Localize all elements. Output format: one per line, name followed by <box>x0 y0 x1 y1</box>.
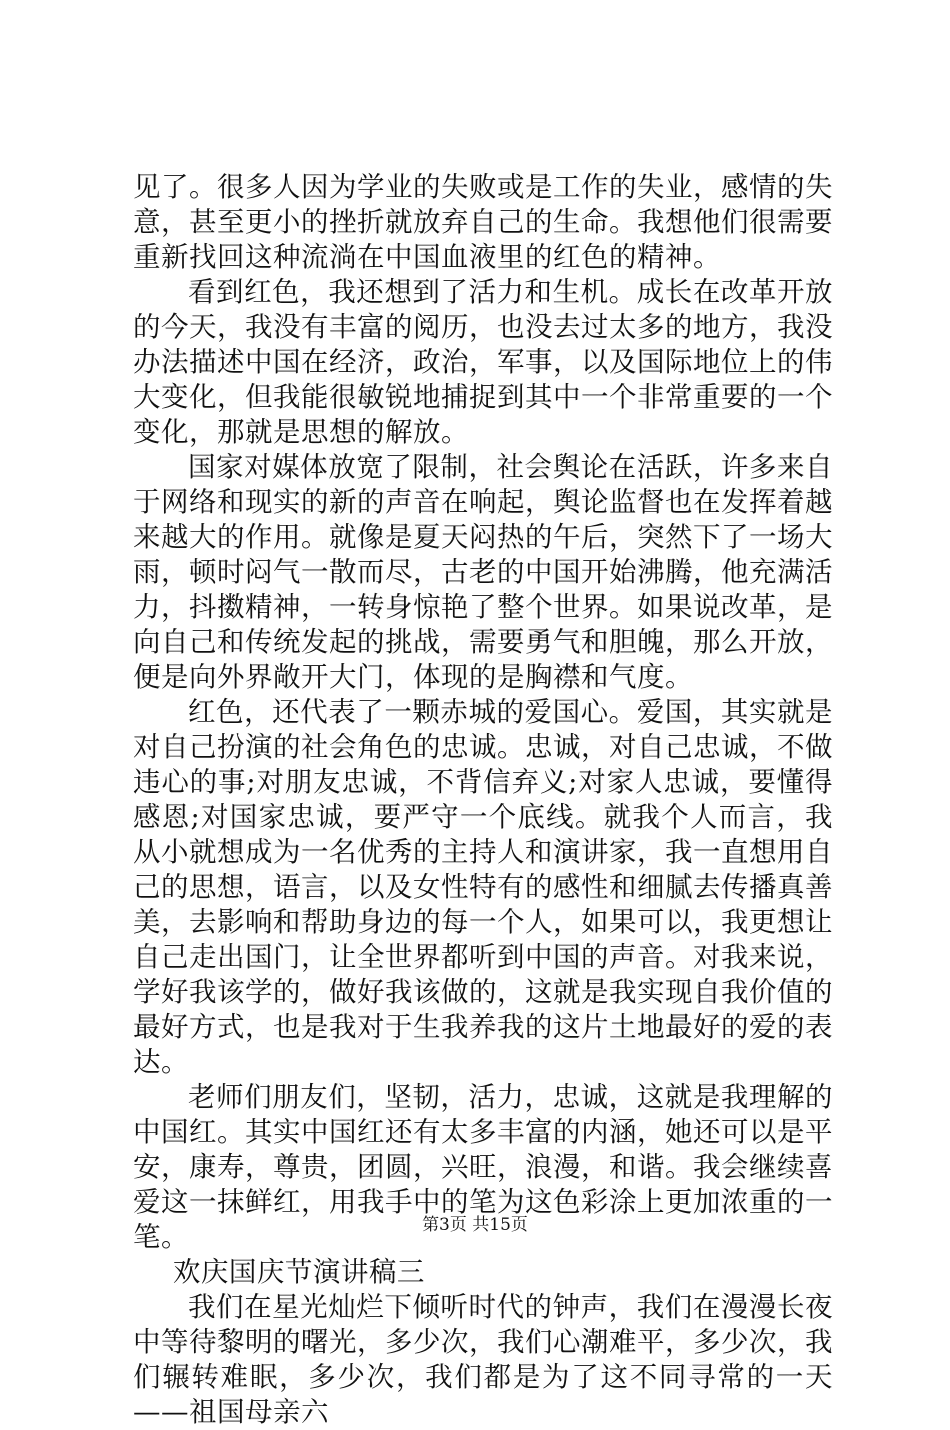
paragraph-3: 国家对媒体放宽了限制，社会舆论在活跃，许多来自于网络和现实的新的声音在响起，舆论监督也在发挥着越来越大的作用。就像是夏天闷热的午后，突然下了一场大雨，顿时闷气一散而尽，古老的中国开始沸腾，他充满活力，抖擞精神，一转身惊艳了整个世界。如果说改革，是向自己和传统发起的挑战，需要勇气和胆魄，那么开放，便是向外界敞开大门，体现的是胸襟和气度。 <box>133 451 833 693</box>
paragraph-6: 我们在星光灿烂下倾听时代的钟声，我们在漫漫长夜中等待黎明的曙光，多少次，我们心潮难平，多少次，我们辗转难眠，多少次，我们都是为了这不同寻常的一天——祖国母亲六 <box>133 1291 833 1428</box>
paragraph-1: 见了。很多人因为学业的失败或是工作的失业，感情的失意，甚至更小的挫折就放弃自己的生命。我想他们很需要重新找回这种流淌在中国血液里的红色的精神。 <box>133 171 833 273</box>
paragraph-4: 红色，还代表了一颗赤城的爱国心。爱国，其实就是对自己扮演的社会角色的忠诚。忠诚，对自己忠诚，不做违心的事;对朋友忠诚，不背信弃义;对家人忠诚，要懂得感恩;对国家忠诚，要严守一个底线。就我个人而言，我从小就想成为一名优秀的主持人和演讲家，我一直想用自己的思想，语言，以及女性特有的感性和细腻去传播真善美，去影响和帮助身边的每一个人，如果可以，我更想让自己走出国门，让全世界都听到中国的声音。对我来说，学好我该学的，做好我该做的，这就是我实现自我价值的最好方式，也是我对于生我养我的这片土地最好的爱的表达。 <box>133 696 833 1078</box>
section-heading: 欢庆国庆节演讲稿三 <box>172 1256 425 1288</box>
paragraph-5: 老师们朋友们，坚韧，活力，忠诚，这就是我理解的中国红。其实中国红还有太多丰富的内涵，她还可以是平安，康寿，尊贵，团圆，兴旺，浪漫，和谐。我会继续喜爱这一抹鲜红，用我手中的笔为这色彩涂上更加浓重的一笔。 <box>133 1081 833 1253</box>
document-body <box>133 170 833 1430</box>
paragraph-2: 看到红色，我还想到了活力和生机。成长在改革开放的今天，我没有丰富的阅历，也没去过太多的地方，我没办法描述中国在经济，政治，军事，以及国际地位上的伟大变化，但我能很敏锐地捕捉到其中一个非常重要的一个变化，那就是思想的解放。 <box>133 276 833 448</box>
page-number-footer: 第3页 共15页 <box>422 1215 528 1235</box>
